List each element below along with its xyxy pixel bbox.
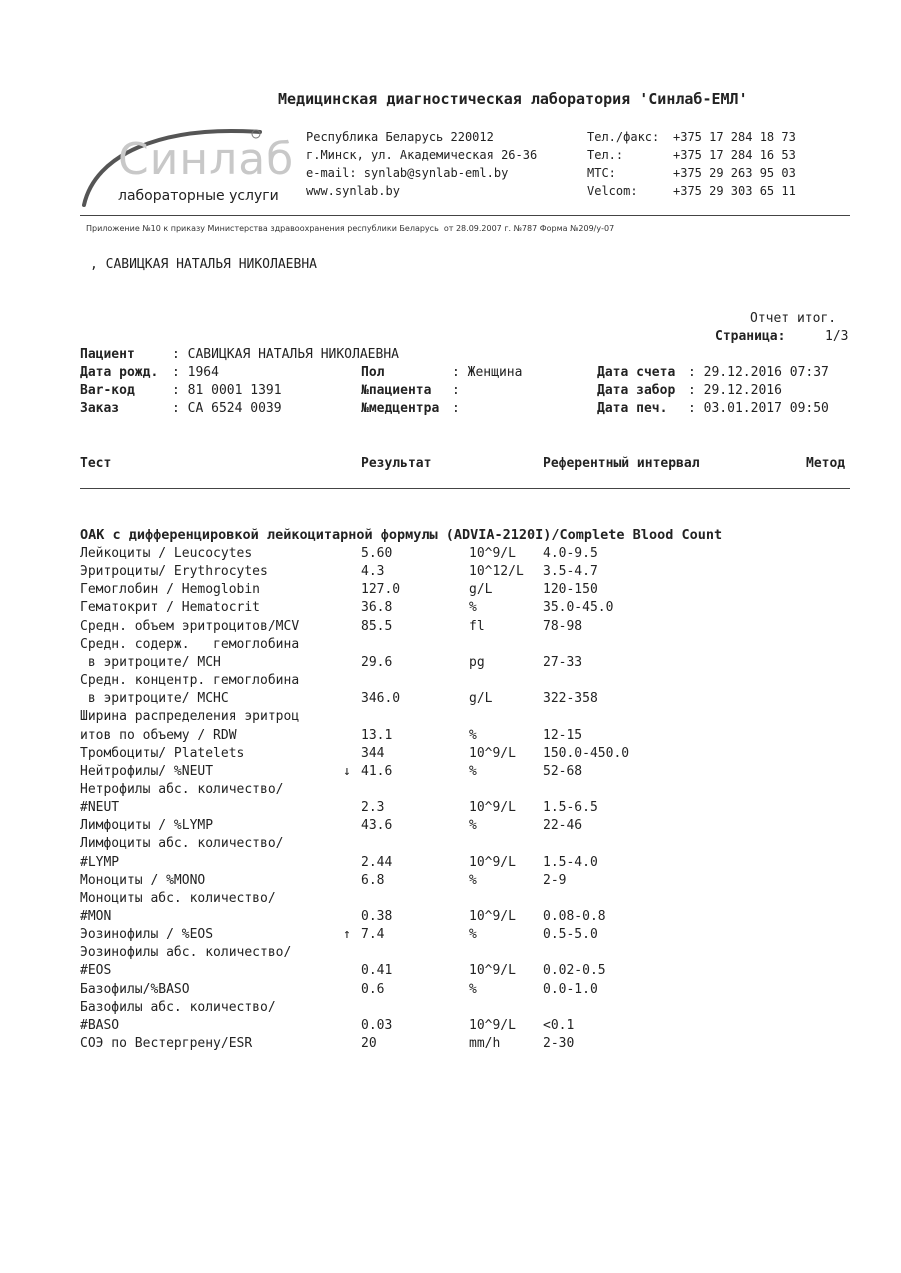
- table-row: [80, 708, 850, 726]
- page-number: 1/3: [825, 329, 849, 344]
- test-name: в эритроците/ MCHC: [80, 691, 229, 707]
- address-website: www.synlab.by: [306, 184, 400, 198]
- print-date-value: : 03.01.2017 09:50: [688, 401, 829, 416]
- reference-interval: 2-9: [543, 872, 567, 888]
- patient-name-value: : САВИЦКАЯ НАТАЛЬЯ НИКОЛАЕВНА: [172, 347, 399, 362]
- table-row: [80, 672, 850, 690]
- test-name: в эритроците/ MCH: [80, 654, 221, 670]
- result-unit: 10^9/L: [469, 546, 516, 561]
- reference-interval: 27-33: [543, 654, 583, 670]
- test-name: #LYMP: [80, 854, 120, 870]
- test-name: Ширина распределения эритроц: [80, 709, 300, 725]
- report-status: Отчет итог.: [750, 311, 837, 326]
- reference-interval: 35.0-45.0: [543, 600, 614, 616]
- table-row: [80, 1035, 850, 1053]
- result-value: 41.6: [361, 763, 393, 779]
- test-name: Моноциты абс. количество/: [80, 890, 276, 906]
- reference-interval: 120-150: [543, 582, 598, 598]
- medcenter-number-value: :: [452, 401, 460, 416]
- table-row: [80, 563, 850, 581]
- table-row: [80, 745, 850, 763]
- reference-interval: 12-15: [543, 727, 583, 743]
- barcode-value: : 81 0001 1391: [172, 383, 282, 398]
- addressee: , САВИЦКАЯ НАТАЛЬЯ НИКОЛАЕВНА: [90, 257, 317, 272]
- test-name: Нейтрофилы/ %NEUT: [80, 763, 214, 779]
- result-unit: %: [469, 927, 477, 943]
- result-unit: 10^9/L: [469, 800, 516, 816]
- logo-brand: Синлаб: [118, 134, 295, 185]
- result-value: 2.44: [361, 854, 393, 870]
- test-name: Средн. содерж. гемоглобина: [80, 636, 300, 652]
- result-value: 36.8: [361, 600, 393, 616]
- reference-interval: 2-30: [543, 1036, 575, 1052]
- table-row: [80, 890, 850, 908]
- reference-interval: 4.0-9.5: [543, 546, 598, 561]
- sex-value: : Женщина: [452, 365, 523, 380]
- table-row: [80, 581, 850, 599]
- reference-interval: 0.0-1.0: [543, 981, 598, 997]
- table-row: [80, 999, 850, 1017]
- sample-date-label: Дата забор: [597, 383, 676, 398]
- contact-label: Тел.:: [587, 148, 624, 162]
- test-name: #EOS: [80, 963, 112, 979]
- result-value: 0.03: [361, 1017, 393, 1033]
- table-row: [80, 872, 850, 890]
- test-name: Лимфоциты / %LYMP: [80, 818, 214, 834]
- table-row: [80, 618, 850, 636]
- result-unit: 10^12/L: [469, 564, 524, 580]
- test-name: итов по объему / RDW: [80, 727, 237, 743]
- column-header-test: Тест: [80, 456, 112, 471]
- reference-interval: 0.08-0.8: [543, 909, 606, 924]
- result-value: 6.8: [361, 872, 385, 888]
- reference-interval: 52-68: [543, 763, 583, 779]
- reference-interval: 1.5-4.0: [543, 854, 598, 870]
- invoice-date-value: : 29.12.2016 07:37: [688, 365, 829, 380]
- contact-label: Тел./факс:: [587, 130, 660, 144]
- test-name: Средн. концентр. гемоглобина: [80, 673, 300, 689]
- table-row: [80, 599, 850, 617]
- result-unit: g/L: [469, 582, 493, 598]
- table-row: [80, 545, 850, 563]
- result-unit: pg: [469, 654, 485, 670]
- dob-label: Дата рожд.: [80, 365, 159, 380]
- sex-label: Пол: [361, 365, 385, 380]
- table-row: [80, 690, 850, 708]
- appendix-note: Приложение №10 к приказу Министерства здравоохранения республики Беларусь от 28.09.2007 г. №787 Форма №209/у-07: [86, 224, 615, 233]
- result-unit: %: [469, 818, 477, 834]
- test-name: Эозинофилы абс. количество/: [80, 945, 292, 961]
- result-unit: 10^9/L: [469, 1017, 516, 1033]
- patient-number-label: №пациента: [361, 383, 432, 398]
- contact-value: +375 17 284 18 73: [673, 130, 796, 144]
- print-date-label: Дата печ.: [597, 401, 676, 416]
- result-unit: 10^9/L: [469, 909, 516, 924]
- table-row: [80, 981, 850, 999]
- reference-interval: 78-98: [543, 618, 583, 634]
- column-header-method: Метод: [806, 456, 846, 471]
- result-value: 0.38: [361, 909, 393, 924]
- test-name: СОЭ по Вестергрену/ESR: [80, 1036, 253, 1052]
- test-name: #MON: [80, 909, 112, 924]
- medcenter-number-label: №медцентра: [361, 401, 440, 416]
- result-unit: 10^9/L: [469, 745, 516, 761]
- test-name: Нетрофилы абс. количество/: [80, 781, 284, 797]
- result-value: 20: [361, 1036, 377, 1052]
- reference-interval: <0.1: [543, 1017, 575, 1033]
- result-unit: 10^9/L: [469, 963, 516, 979]
- test-name: Тромбоциты/ Platelets: [80, 745, 245, 761]
- address-line-2: г.Минск, ул. Академическая 26-36: [306, 148, 538, 162]
- page-label: Страница:: [715, 329, 786, 344]
- test-name: Лимфоциты абс. количество/: [80, 836, 284, 852]
- result-value: 13.1: [361, 727, 393, 743]
- order-value: : СА 6524 0039: [172, 401, 282, 416]
- reference-interval: 0.5-5.0: [543, 927, 598, 943]
- test-name: #NEUT: [80, 800, 120, 816]
- result-value: 2.3: [361, 800, 385, 816]
- test-name: Базофилы/%BASO: [80, 981, 190, 997]
- section-title: ОАК с дифференцировкой лейкоцитарной формулы (ADVIA-2120I)/Complete Blood Count: [80, 527, 723, 543]
- result-unit: 10^9/L: [469, 854, 516, 870]
- abnormal-flag: ↓: [343, 763, 351, 779]
- synlab-logo: [80, 120, 295, 215]
- table-row: [80, 926, 850, 944]
- contact-value: +375 29 263 95 03: [673, 166, 796, 180]
- result-unit: fl: [469, 618, 485, 634]
- patient-name-label: Пациент: [80, 347, 135, 362]
- result-unit: %: [469, 872, 477, 888]
- contact-label: МТС:: [587, 166, 616, 180]
- reference-interval: 0.02-0.5: [543, 963, 606, 979]
- address-email: e-mail: synlab@synlab-eml.by: [306, 166, 509, 180]
- table-row: [80, 854, 850, 872]
- column-header-reference: Референтный интервал: [543, 456, 700, 471]
- test-name: Базофилы абс. количество/: [80, 999, 276, 1015]
- sample-date-value: : 29.12.2016: [688, 383, 782, 398]
- table-row: [80, 727, 850, 745]
- test-name: Гемоглобин / Hemoglobin: [80, 582, 261, 598]
- result-value: 127.0: [361, 582, 401, 598]
- reference-interval: 322-358: [543, 691, 598, 707]
- header-divider: [80, 215, 850, 216]
- test-name: Средн. объем эритроцитов/MCV: [80, 618, 300, 634]
- patient-number-value: :: [452, 383, 460, 398]
- result-value: 43.6: [361, 818, 393, 834]
- result-unit: mm/h: [469, 1036, 501, 1052]
- column-header-result: Результат: [361, 456, 432, 471]
- result-value: 344: [361, 745, 385, 761]
- test-name: Эозинофилы / %EOS: [80, 927, 214, 943]
- test-name: #BASO: [80, 1017, 120, 1033]
- result-value: 7.4: [361, 927, 385, 943]
- contact-value: +375 17 284 16 53: [673, 148, 796, 162]
- table-row: [80, 962, 850, 980]
- result-unit: %: [469, 600, 477, 616]
- table-row: [80, 944, 850, 962]
- result-unit: %: [469, 981, 477, 997]
- test-name: Лейкоциты / Leucocytes: [80, 546, 253, 561]
- table-row: [80, 835, 850, 853]
- table-row: [80, 654, 850, 672]
- table-row: [80, 908, 850, 926]
- test-name: Гематокрит / Hematocrit: [80, 600, 261, 616]
- table-row: [80, 636, 850, 654]
- result-value: 346.0: [361, 691, 401, 707]
- reference-interval: 150.0-450.0: [543, 745, 630, 761]
- result-unit: %: [469, 763, 477, 779]
- columns-divider: [80, 488, 850, 489]
- reference-interval: 3.5-4.7: [543, 564, 598, 580]
- dob-value: : 1964: [172, 365, 219, 380]
- reference-interval: 22-46: [543, 818, 583, 834]
- result-value: 29.6: [361, 654, 393, 670]
- test-name: Моноциты / %MONO: [80, 872, 206, 888]
- test-name: Эритроциты/ Erythrocytes: [80, 564, 268, 580]
- address-line-1: Республика Беларусь 220012: [306, 130, 494, 144]
- result-value: 5.60: [361, 546, 393, 561]
- lab-title: Медицинская диагностическая лаборатория 'Синлаб-ЕМЛ': [278, 90, 748, 108]
- result-unit: g/L: [469, 691, 493, 707]
- table-row: [80, 1017, 850, 1035]
- table-row: [80, 817, 850, 835]
- order-label: Заказ: [80, 401, 120, 416]
- table-row: [80, 781, 850, 799]
- barcode-label: Bar-код: [80, 383, 135, 398]
- contact-value: +375 29 303 65 11: [673, 184, 796, 198]
- table-row: [80, 799, 850, 817]
- table-row: [80, 763, 850, 781]
- result-value: 0.41: [361, 963, 393, 979]
- invoice-date-label: Дата счета: [597, 365, 676, 380]
- logo-tagline: лабораторные услуги: [118, 188, 279, 204]
- result-value: 4.3: [361, 564, 385, 580]
- result-unit: %: [469, 727, 477, 743]
- abnormal-flag: ↑: [343, 927, 351, 943]
- result-value: 0.6: [361, 981, 385, 997]
- reference-interval: 1.5-6.5: [543, 800, 598, 816]
- result-value: 85.5: [361, 618, 393, 634]
- contact-label: Velcom:: [587, 184, 638, 198]
